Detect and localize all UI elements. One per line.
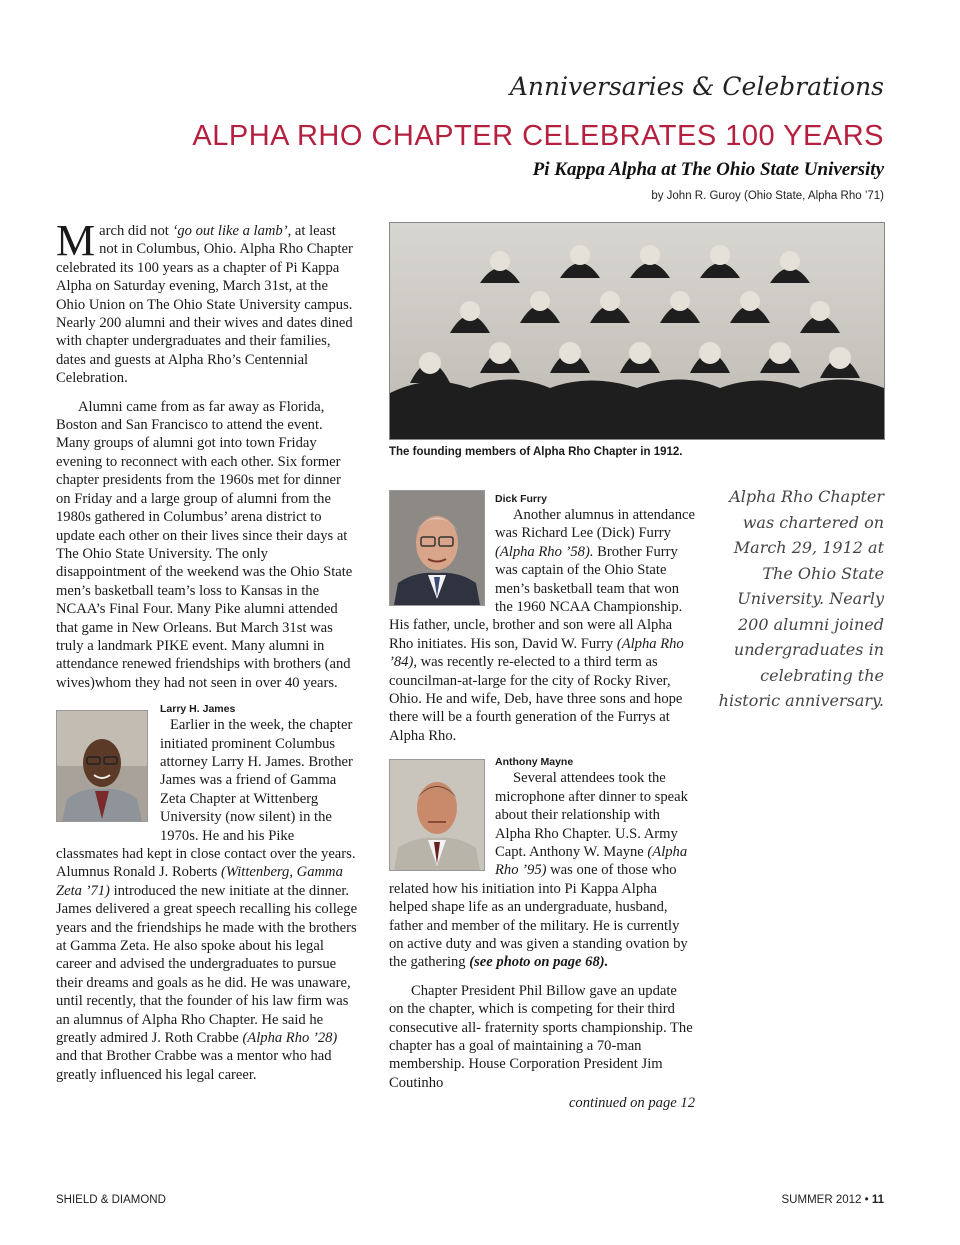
section-title: Anniversaries & Celebrations [509,72,884,101]
founding-members-photo [389,222,885,440]
article-column-2: Dick Furry Another alumnus in attendance was Richard Lee (Dick) Furry (Alpha Rho ’58). Brother Furry was captain of the Ohio State men’s basketball team that won the 1960 NCAA Championship. His father, uncle, brother and son were all Alpha Rho initiates. His son, David W. Furry (Alpha Rho ’84), was recently re-elected to a third term as councilman-at-large for the city of Rocky River, Ohio. He and wife, Deb, have three sons and hope there will be a fourth generation of the Furrys at Alpha Rho. Anthony Mayne Several attendees took the microphone after dinner to speak about their relationship with Alpha Rho Chapter. U.S. Army Capt. Anthony W. Mayne (Alpha Rho ’95) was one of those who related how his initiation into Pi Kappa Alpha helped shape life as an undergraduate, husband, father and member of the military. He is currently on active duty and was given a standing ovation by the gathering (see photo on page 68). Chapter President Phil Billow gave an update on the chapter, which is competing for their third consecutive all- fraternity sports championship. The chapter has a goal of maintaining a 70-man membership. House Corporation President Jim Coutinho continued on page 12 [389,486,695,1113]
page-number: 11 [871,1194,884,1206]
paragraph-2: Alumni came from as far away as Florida, Boston and San Francisco to attend the event. Many groups of alumni got into town Friday evening to reconnect with each other. Six former chapter presidents from the 1960s met for dinner on Friday and a large group of alumni from the 1980s gathered in Columbus’ arena district to update each other on their lives since their days at The Ohio State University. The only disappointment of the weekend was the Ohio State men’s basketball team’s loss to Kansas in the NCAA’s Final Four. Many Pike alumni attended that game in New Orleans. But March 31st was truly a landmark PIKE event. Many alumni in attendance renewed friendships with brothers (and wives)whom they had not seen in over 40 years. [56,398,353,691]
caption-larry-james: Larry H. James [160,703,236,716]
article-subtitle: Pi Kappa Alpha at The Ohio State University [532,159,884,180]
footer-issue: SUMMER 2012 • 11 [781,1194,884,1206]
drop-cap: M [56,216,96,265]
portrait-dick-furry [389,490,485,606]
caption-dick-furry: Dick Furry [495,493,547,505]
main-photo-caption: The founding members of Alpha Rho Chapter in 1912. [389,446,683,458]
photo-dick-furry [389,490,485,611]
caption-anthony-mayne: Anthony Mayne [495,756,574,769]
paragraph-1: March did not ‘go out like a lamb’, at least not in Columbus, Ohio. Alpha Rho Chapter celebrated its 100 years as a chapter of Pi Kappa Alpha on Saturday evening, March 31st, at the Ohio Union on The Ohio State University campus. Nearly 200 alumni and their wives and dates dined with chapter undergraduates and their families, dates and guests at Alpha Rho’s Centennial Celebration. [56,216,353,387]
photo-larry-james [56,710,148,827]
pull-quote: Alpha Rho Chapter was chartered on March 29, 1912 at The Ohio State University. Nearly 200 alumni joined undergraduates in celebrating the historic anniversary. [718,487,884,710]
article-column-1: March did not ‘go out like a lamb’, at least not in Columbus, Ohio. Alpha Rho Chapter celebrated its 100 years as a chapter of Pi Kappa Alpha on Saturday evening, March 31st, at the Ohio Union on The Ohio State University campus. Nearly 200 alumni and their wives and dates dined with chapter undergraduates and their families, dates and guests at Alpha Rho’s Centennial Celebration. Alumni came from as far away as Florida, Boston and San Francisco to attend the event. Many groups of alumni got into town Friday evening to reconnect with each other. Six former chapter presidents from the 1960s met for dinner on Friday and a large group of alumni from the 1980s gathered in Columbus’ arena district to update each other on their lives since their days at The Ohio State University. The only disappointment of the weekend was the Ohio State men’s basketball team’s loss to Kansas in the NCAA’s Final Four. Many Pike alumni attended that game in New Orleans. But March 31st was truly a landmark PIKE event. Many alumni in attendance renewed friendships with brothers (and wives)whom they had not seen in over 40 years. Larry H. James Earlier in the week, the chapter initiated prominent Columbus attorney Larry H. James. Brother James was a friend of Gamma Zeta Chapter at Wittenberg University (now silent) in the 1970s. He and his Pike classmates had kept in close contact over the years. Alumnus Ronald J. Roberts (Wittenberg, Gamma Zeta ’71) introduced the new initiate at the dinner. James delivered a great speech recalling his college years and the friendships he made with the brothers at Gamma Zeta. He also spoke about his legal career and advised the undergraduates to pursue their dreams and goals as he did. He was unaware, until recently, that the founder of his law firm was an alumnus of Alpha Rho Chapter. He said he greatly admired J. Roth Crabbe (Alpha Rho ’28) and that Brother Crabbe was a mentor who had greatly influenced his legal career. [56,216,358,1083]
continued-note: continued on page 12 [568,1095,695,1112]
paragraph-6: Chapter President Phil Billow gave an update on the chapter, which is competing for their third consecutive all- fraternity sports championship. The chapter has a goal of maintaining a 70-man membership. House Corporation President Jim Coutinho [389,982,693,1091]
group-portrait [390,223,884,439]
portrait-anthony-mayne [389,759,485,871]
portrait-larry-james [56,710,148,822]
byline: by John R. Guroy (Ohio State, Alpha Rho ’71) [651,190,884,202]
article-headline: ALPHA RHO CHAPTER CELEBRATES 100 YEARS [192,120,884,152]
footer-publication: SHIELD & DIAMOND [56,1194,166,1206]
photo-anthony-mayne [389,759,485,876]
